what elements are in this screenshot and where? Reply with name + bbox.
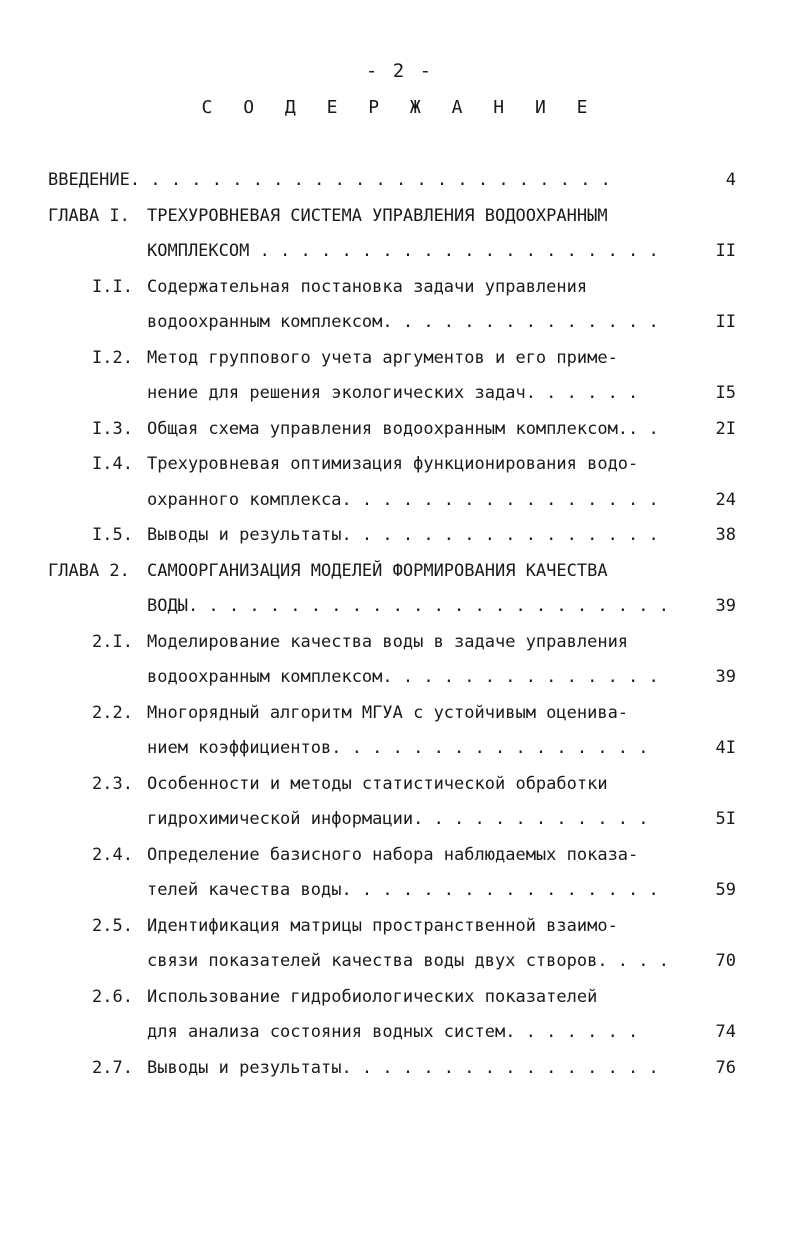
entry-title-line: Идентификация матрицы пространственной взаимо- [147,915,618,936]
section-label: I.3. [92,418,133,439]
entry-page-number: 39 [715,667,736,687]
entry-page-number: 39 [715,596,736,616]
entry-title-line: КОМПЛЕКСОМ . . . . . . . . . . . . . . . . . . . . [147,241,659,261]
entry-title-line: Метод группового учета аргументов и его приме- [147,347,618,368]
chapter-label: ГЛАВА I. [48,205,130,226]
section-label: I.I. [92,276,133,297]
toc-title: С О Д Е Р Ж А Н И Е [201,97,598,118]
entry-title-line: Выводы и результаты. . . . . . . . . . . . . . . . [147,525,659,545]
chapter-label: ГЛАВА 2. [48,560,130,581]
entry-title-line: Многорядный алгоритм МГУА с устойчивым оценива- [147,702,629,723]
entry-title-line: нием коэффициентов. . . . . . . . . . . . . . . . [147,738,649,758]
entry-page-number: 2I [715,418,736,439]
entry-title-line: ТРЕХУРОВНЕВАЯ СИСТЕМА УПРАВЛЕНИЯ ВОДООХРАННЫМ [147,205,608,226]
section-label: 2.7. [92,1057,133,1078]
entry-title-line: водоохранным комплексом. . . . . . . . . . . . . . [147,667,659,687]
section-label: 2.5. [92,915,133,936]
entry-title-line: Использование гидробиологических показателей [147,986,598,1007]
section-label: I.2. [92,347,133,368]
entry-title-line: водоохранным комплексом. . . . . . . . . . . . . . [147,312,659,332]
section-label: I.5. [92,525,133,545]
entry-page-number: 76 [715,1057,736,1078]
entry-title-line: Особенности и методы статистической обработки [147,773,608,794]
entry-title-line: Моделирование качества воды в задаче управления [147,631,629,652]
entry-title-line: гидрохимической информации. . . . . . . . . . . . [147,809,649,829]
entry-title-line: для анализа состояния водных систем. . . . . . . [147,1022,639,1042]
entry-page-number: 5I [715,809,736,829]
entry-title-line: Выводы и результаты. . . . . . . . . . . . . . . . [147,1057,659,1078]
entry-page-number: 4 [725,170,736,190]
entry-page-number: 74 [715,1022,736,1042]
section-label: I.4. [92,454,133,474]
entry-page-number: I5 [715,383,736,403]
entry-page-number: 24 [715,489,736,510]
entry-page-number: II [715,312,736,332]
entry-title-line: Содержательная постановка задачи управления [147,276,588,297]
entry-title-line: связи показателей качества воды двух створов. . . . [147,951,669,971]
section-label: 2.I. [92,631,133,652]
section-label: 2.3. [92,773,133,794]
entry-title-line: нение для решения экологических задач. . . . . . [147,383,639,403]
entry-title-line: ВОДЫ. . . . . . . . . . . . . . . . . . . . . . . . [147,596,669,616]
section-label: 2.4. [92,844,133,865]
entry-page-number: 70 [715,951,736,971]
entry-title-line: САМООРГАНИЗАЦИЯ МОДЕЛЕЙ ФОРМИРОВАНИЯ КАЧЕСТВА [147,560,608,581]
entry-title-line: Общая схема управления водоохранным комплексом.. . [147,418,659,439]
entry-title-line: Трехуровневая оптимизация функционирования водо- [147,454,639,474]
entry-title-line: Определение базисного набора наблюдаемых показа- [147,844,639,865]
entry-page-number: 4I [715,738,736,758]
entry-page-number: 38 [715,525,736,545]
entry-title-line: телей качества воды. . . . . . . . . . . . . . . . [147,880,659,900]
entry-page-number: 59 [715,880,736,900]
entry-title-line: охранного комплекса. . . . . . . . . . . . . . . . [147,489,659,510]
entry-page-number: II [715,241,736,261]
page-number: - 2 - [365,60,434,82]
entry-title-line: ВВЕДЕНИЕ. . . . . . . . . . . . . . . . . . . . . . . . [48,170,611,190]
section-label: 2.2. [92,702,133,723]
section-label: 2.6. [92,986,133,1007]
